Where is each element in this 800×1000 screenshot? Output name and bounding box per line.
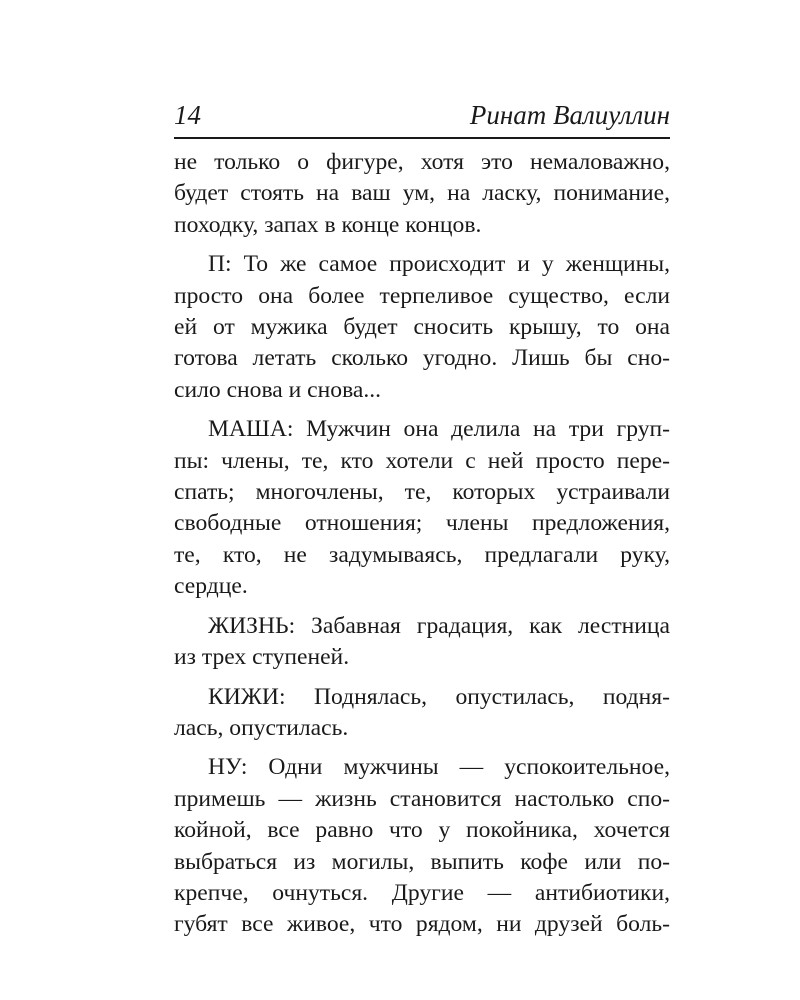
text-line: сило снова и снова...: [174, 376, 382, 403]
running-head: [174, 95, 670, 135]
text-line: те, кто, не задумываясь, предлагали руку,: [174, 541, 670, 568]
body-text: [174, 147, 670, 941]
text-line: крепче, очнуться. Другие — антибиотики,: [174, 879, 670, 906]
text-line: сердце.: [174, 573, 248, 600]
text-line: ЖИЗНЬ: Забавная градация, как лестница: [208, 612, 670, 639]
text-line: ей от мужика будет сносить крышу, то она: [174, 314, 670, 341]
text-line: свободные отношения; члены предложения,: [174, 510, 670, 537]
text-line: лась, опустилась.: [174, 714, 349, 741]
text-line: не только о фигуре, хотя это немаловажно,: [174, 149, 670, 175]
text-line: спать; многочлены, те, которых устраивали: [174, 479, 670, 506]
text-line: НУ: Одни мужчины — успокоительное,: [208, 754, 670, 781]
text-line: будет стоять на ваш ум, на ласку, понимание,: [174, 180, 670, 207]
book-page: [174, 95, 670, 941]
header-rule: [174, 137, 670, 139]
paragraph-gap: [174, 603, 670, 611]
text-line: походку, запах в конце концов.: [174, 211, 482, 238]
text-line: готова летать сколько угодно. Лишь бы сно-: [174, 345, 670, 372]
paragraph-gap: [174, 744, 670, 752]
text-line: П: То же самое происходит и у женщины,: [208, 251, 670, 278]
text-line: просто она более терпеливое существо, если: [174, 282, 670, 309]
text-line: из трех ступеней.: [174, 644, 350, 671]
paragraph-gap: [174, 406, 670, 414]
text-line: выбраться из могилы, выпить кофе или по-: [174, 848, 670, 875]
text-line: примешь — жизнь становится настолько спо-: [174, 785, 670, 812]
paragraph-gap: [174, 241, 670, 249]
text-line: губят все живое, что рядом, ни друзей боль-: [174, 911, 670, 938]
page-number: 14: [174, 100, 201, 130]
text-line: пы: члены, те, кто хотели с ней просто пере-: [174, 447, 670, 474]
text-line: КИЖИ: Поднялась, опустилась, подня-: [208, 683, 670, 710]
paragraph-gap: [174, 674, 670, 682]
text-line: МАША: Мужчин она делила на три груп-: [208, 416, 670, 443]
text-line: койной, все равно что у покойника, хочется: [174, 817, 670, 844]
running-title-author: Ринат Валиуллин: [469, 100, 670, 130]
